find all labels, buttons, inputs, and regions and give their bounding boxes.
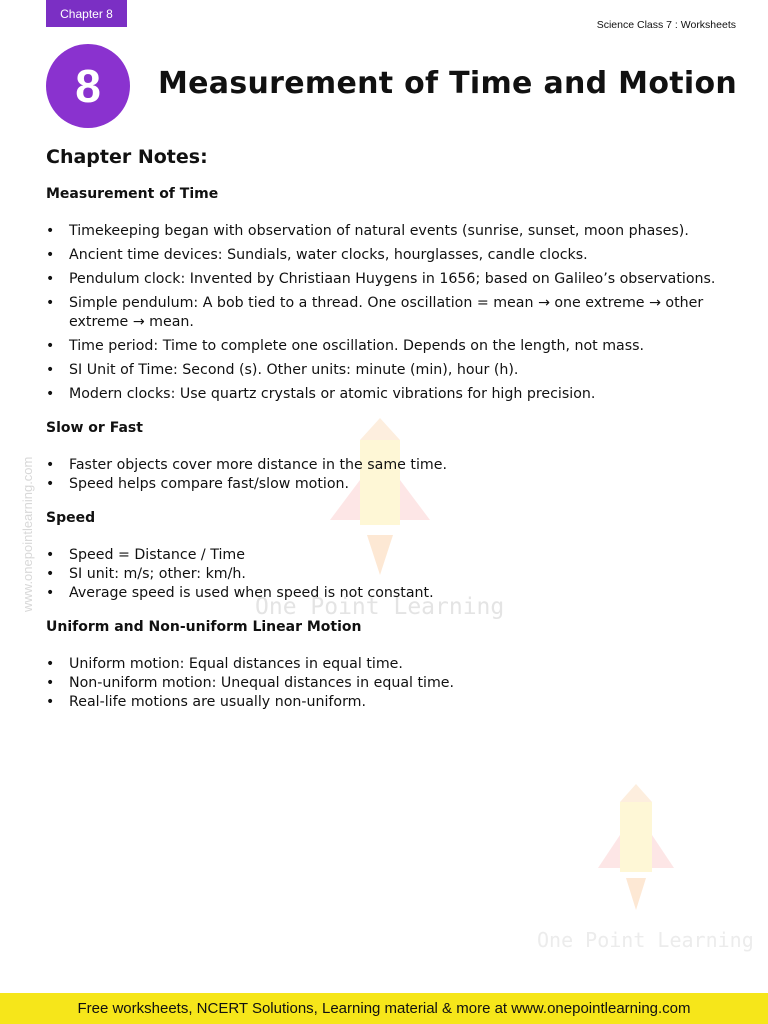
list-item: • Speed helps compare fast/slow motion. [46,475,736,494]
section-heading: Uniform and Non-uniform Linear Motion [46,619,362,635]
list-item: • Real-life motions are usually non-uniform. [46,693,736,712]
list-item: • Time period: Time to complete one oscillation. Depends on the length, not mass. [46,337,736,356]
list-item: • SI unit: m/s; other: km/h. [46,565,736,584]
list-item: • Faster objects cover more distance in the same time. [46,456,736,475]
bullet-list [46,655,736,712]
side-watermark: www.onepointlearning.com [20,456,35,612]
footer-banner [0,993,768,1024]
list-item: • Average speed is used when speed is not constant. [46,584,736,603]
bullet-list [46,546,736,603]
chapter-tag: Chapter 8 [46,0,127,27]
bullet-list [46,222,736,404]
brand-watermark: One Point Learning [255,594,505,620]
footer-text[interactable]: Free worksheets, NCERT Solutions, Learning material & more at www.onepointlearning.com [77,1000,691,1017]
bullet-list [46,456,736,494]
list-item: • SI Unit of Time: Second (s). Other units: minute (min), hour (h). [46,361,736,380]
header-subject-label: Science Class 7 : Worksheets [596,19,736,31]
page-title: Measurement of Time and Motion [158,66,738,101]
chapter-notes [46,146,736,728]
list-item: • Uniform motion: Equal distances in equal time. [46,655,736,674]
list-item: • Pendulum clock: Invented by Christiaan Huygens in 1656; based on Galileo’s observations. [46,270,736,289]
list-item: • Modern clocks: Use quartz crystals or atomic vibrations for high precision. [46,385,736,404]
list-item: • Simple pendulum: A bob tied to a thread. One oscillation = mean → one extreme → other extreme → mean. [46,294,736,332]
notes-heading: Chapter Notes: [46,146,208,168]
section-heading: Slow or Fast [46,420,143,436]
brand-watermark: One Point Learning [537,928,754,952]
section-heading: Speed [46,510,96,526]
list-item: • Timekeeping began with observation of natural events (sunrise, sunset, moon phases). [46,222,736,241]
section-heading: Measurement of Time [46,186,219,202]
list-item: • Non-uniform motion: Unequal distances in equal time. [46,674,736,693]
chapter-number-badge: 8 [46,44,130,128]
list-item: • Ancient time devices: Sundials, water clocks, hourglasses, candle clocks. [46,246,736,265]
list-item: • Speed = Distance / Time [46,546,736,565]
rocket-watermark-icon [596,780,676,915]
